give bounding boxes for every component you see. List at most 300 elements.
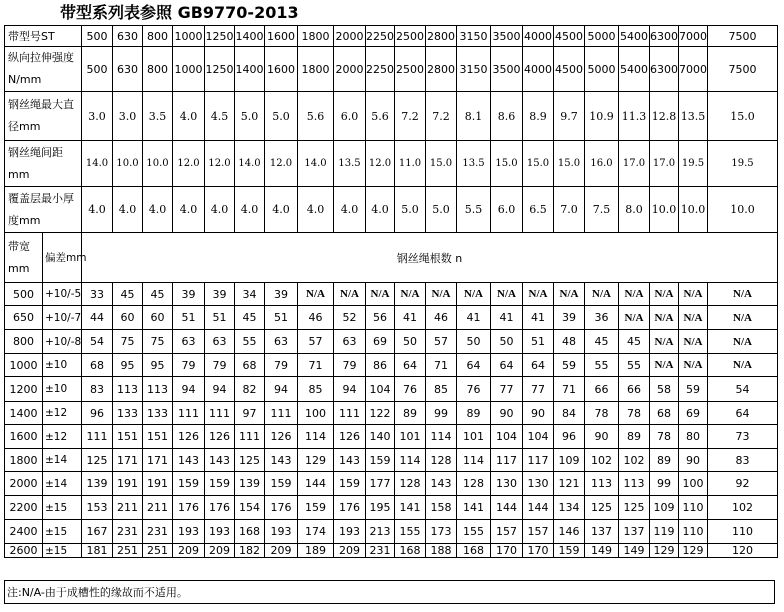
rope-count-cell: 134 — [554, 496, 585, 520]
na-cell: N/A — [679, 354, 708, 377]
rope-count-cell: 92 — [708, 472, 778, 496]
rope-count-cell: 100 — [298, 402, 334, 425]
width-cell: 1600 — [5, 425, 43, 449]
cover-cell: 4.0 — [205, 187, 235, 233]
rope-count-cell: 64 — [491, 354, 523, 377]
strength-cell: 1800 — [298, 47, 334, 92]
rope-count-cell: 69 — [366, 330, 395, 354]
rope-count-cell: 66 — [585, 377, 619, 402]
rope-count-cell: 129 — [650, 544, 679, 558]
rope-count-cell: 76 — [457, 377, 491, 402]
cover-cell: 6.0 — [491, 187, 523, 233]
strength-cell: 5000 — [585, 47, 619, 92]
diameter-cell: 5.0 — [265, 92, 298, 141]
belt-type-cell: 1000 — [173, 26, 205, 47]
rope-count-cell: 143 — [334, 449, 366, 472]
spacing-cell: 12.0 — [265, 141, 298, 187]
width-cell: 1200 — [5, 377, 43, 402]
rope-count-cell: 39 — [205, 283, 235, 306]
strength-cell: 2800 — [426, 47, 457, 92]
rope-count-cell: 159 — [554, 544, 585, 558]
rope-count-cell: 104 — [523, 425, 554, 449]
rope-count-cell: 79 — [265, 354, 298, 377]
rope-count-cell: 77 — [491, 377, 523, 402]
rope-count-cell: 141 — [457, 496, 491, 520]
rope-count-cell: 126 — [205, 425, 235, 449]
rope-count-cell: 155 — [457, 520, 491, 544]
rope-count-cell: 182 — [235, 544, 265, 558]
spacing-cell: 15.0 — [523, 141, 554, 187]
rope-count-cell: 144 — [298, 472, 334, 496]
rope-count-cell: 110 — [708, 520, 778, 544]
rope-count-cell: 111 — [235, 425, 265, 449]
na-cell: N/A — [523, 283, 554, 306]
diameter-cell: 5.6 — [298, 92, 334, 141]
rope-count-cell: 89 — [650, 449, 679, 472]
rope-count-cell: 209 — [265, 544, 298, 558]
rope-count-cell: 139 — [235, 472, 265, 496]
diameter-label: 钢丝绳最大直径mm — [5, 92, 82, 141]
rope-count-cell: 170 — [491, 544, 523, 558]
rope-count-cell: 45 — [619, 330, 650, 354]
rope-count-cell: 45 — [235, 306, 265, 330]
rope-count-cell: 113 — [113, 377, 143, 402]
width-cell: 650 — [5, 306, 43, 330]
rope-count-cell: 143 — [426, 472, 457, 496]
na-cell: N/A — [650, 330, 679, 354]
rope-count-cell: 120 — [708, 544, 778, 558]
rope-count-cell: 63 — [173, 330, 205, 354]
rope-count-header: 钢丝绳根数 n — [82, 233, 778, 283]
strength-cell: 2500 — [395, 47, 426, 92]
rope-count-cell: 193 — [205, 520, 235, 544]
belt-type-cell: 4500 — [554, 26, 585, 47]
diameter-cell: 8.6 — [491, 92, 523, 141]
belt-type-cell: 1600 — [265, 26, 298, 47]
spacing-cell: 13.5 — [334, 141, 366, 187]
strength-cell: 2000 — [334, 47, 366, 92]
rope-count-cell: 63 — [265, 330, 298, 354]
rope-count-cell: 83 — [82, 377, 113, 402]
rope-count-cell: 46 — [298, 306, 334, 330]
na-cell: N/A — [298, 283, 334, 306]
cover-label: 覆盖层最小厚度mm — [5, 187, 82, 233]
strength-cell: 500 — [82, 47, 113, 92]
width-cell: 500 — [5, 283, 43, 306]
rope-count-cell: 52 — [334, 306, 366, 330]
rope-count-cell: 231 — [113, 520, 143, 544]
strength-cell: 3150 — [457, 47, 491, 92]
rope-count-cell: 36 — [585, 306, 619, 330]
cover-cell: 4.0 — [334, 187, 366, 233]
rope-count-cell: 39 — [265, 283, 298, 306]
cover-cell: 8.0 — [619, 187, 650, 233]
rope-count-cell: 130 — [523, 472, 554, 496]
belt-type-cell: 1400 — [235, 26, 265, 47]
rope-count-cell: 128 — [457, 472, 491, 496]
rope-count-cell: 193 — [265, 520, 298, 544]
belt-type-cell: 3150 — [457, 26, 491, 47]
rope-count-cell: 55 — [619, 354, 650, 377]
rope-count-cell: 39 — [554, 306, 585, 330]
rope-count-cell: 104 — [366, 377, 395, 402]
rope-count-cell: 167 — [82, 520, 113, 544]
diameter-cell: 6.0 — [334, 92, 366, 141]
cover-cell: 10.0 — [650, 187, 679, 233]
belt-type-cell: 2500 — [395, 26, 426, 47]
rope-count-cell: 94 — [265, 377, 298, 402]
rope-count-cell: 51 — [523, 330, 554, 354]
diameter-cell: 4.0 — [173, 92, 205, 141]
strength-cell: 800 — [143, 47, 173, 92]
rope-count-cell: 89 — [395, 402, 426, 425]
rope-count-cell: 128 — [426, 449, 457, 472]
rope-count-cell: 130 — [491, 472, 523, 496]
rope-count-cell: 111 — [334, 402, 366, 425]
strength-cell: 5400 — [619, 47, 650, 92]
rope-count-cell: 153 — [82, 496, 113, 520]
rope-count-cell: 39 — [173, 283, 205, 306]
cover-cell: 5.0 — [426, 187, 457, 233]
rope-count-cell: 34 — [235, 283, 265, 306]
belt-type-cell: 6300 — [650, 26, 679, 47]
na-cell: N/A — [708, 330, 778, 354]
rope-count-cell: 110 — [679, 496, 708, 520]
diameter-cell: 3.0 — [82, 92, 113, 141]
tolerance-cell: +10/-8 — [43, 330, 82, 354]
cover-cell: 10.0 — [679, 187, 708, 233]
na-cell: N/A — [708, 283, 778, 306]
rope-count-cell: 50 — [491, 330, 523, 354]
rope-count-cell: 58 — [650, 377, 679, 402]
tolerance-cell: ±14 — [43, 449, 82, 472]
cover-cell: 4.0 — [82, 187, 113, 233]
rope-count-cell: 114 — [426, 425, 457, 449]
rope-count-cell: 100 — [679, 472, 708, 496]
rope-count-cell: 71 — [554, 377, 585, 402]
rope-count-cell: 191 — [113, 472, 143, 496]
rope-count-cell: 191 — [143, 472, 173, 496]
spacing-cell: 17.0 — [650, 141, 679, 187]
rope-count-cell: 189 — [298, 544, 334, 558]
rope-count-cell: 73 — [708, 425, 778, 449]
belt-type-cell: 630 — [113, 26, 143, 47]
rope-count-cell: 63 — [205, 330, 235, 354]
rope-count-cell: 41 — [395, 306, 426, 330]
rope-count-cell: 86 — [366, 354, 395, 377]
spacing-cell: 13.5 — [457, 141, 491, 187]
rope-count-cell: 140 — [366, 425, 395, 449]
rope-count-cell: 68 — [82, 354, 113, 377]
rope-count-cell: 176 — [265, 496, 298, 520]
belt-type-label: 带型号ST — [5, 26, 82, 47]
rope-count-cell: 193 — [173, 520, 205, 544]
spacing-cell: 10.0 — [143, 141, 173, 187]
rope-count-cell: 79 — [173, 354, 205, 377]
belt-series-table — [4, 25, 778, 558]
rope-count-cell: 60 — [113, 306, 143, 330]
rope-count-cell: 78 — [650, 425, 679, 449]
rope-count-cell: 111 — [82, 425, 113, 449]
rope-count-cell: 114 — [457, 449, 491, 472]
rope-count-cell: 82 — [235, 377, 265, 402]
belt-type-cell: 2000 — [334, 26, 366, 47]
rope-count-cell: 95 — [143, 354, 173, 377]
rope-count-cell: 97 — [235, 402, 265, 425]
belt-type-cell: 5400 — [619, 26, 650, 47]
page-title: 带型系列表参照 GB9770-2013 — [60, 3, 299, 22]
rope-count-cell: 89 — [457, 402, 491, 425]
rope-count-cell: 213 — [366, 520, 395, 544]
rope-count-cell: 66 — [619, 377, 650, 402]
rope-count-cell: 168 — [457, 544, 491, 558]
rope-count-cell: 149 — [619, 544, 650, 558]
rope-count-cell: 41 — [523, 306, 554, 330]
rope-count-cell: 71 — [298, 354, 334, 377]
rope-count-cell: 110 — [679, 520, 708, 544]
rope-count-cell: 90 — [679, 449, 708, 472]
na-cell: N/A — [708, 354, 778, 377]
rope-count-cell: 90 — [491, 402, 523, 425]
rope-count-cell: 102 — [585, 449, 619, 472]
width-cell: 800 — [5, 330, 43, 354]
rope-count-cell: 79 — [334, 354, 366, 377]
rope-count-cell: 54 — [708, 377, 778, 402]
rope-count-cell: 159 — [173, 472, 205, 496]
rope-count-cell: 126 — [334, 425, 366, 449]
rope-count-cell: 102 — [619, 449, 650, 472]
rope-count-cell: 144 — [491, 496, 523, 520]
rope-count-cell: 193 — [334, 520, 366, 544]
na-cell: N/A — [491, 283, 523, 306]
strength-cell: 7500 — [708, 47, 778, 92]
rope-count-cell: 113 — [143, 377, 173, 402]
rope-count-cell: 68 — [650, 402, 679, 425]
diameter-cell: 11.3 — [619, 92, 650, 141]
rope-count-cell: 80 — [679, 425, 708, 449]
tolerance-cell: ±15 — [43, 544, 82, 558]
cover-cell: 4.0 — [173, 187, 205, 233]
rope-count-cell: 149 — [585, 544, 619, 558]
na-cell: N/A — [366, 283, 395, 306]
rope-count-cell: 133 — [143, 402, 173, 425]
rope-count-cell: 46 — [426, 306, 457, 330]
rope-count-cell: 102 — [708, 496, 778, 520]
na-cell: N/A — [619, 283, 650, 306]
belt-type-cell: 800 — [143, 26, 173, 47]
na-cell: N/A — [395, 283, 426, 306]
diameter-cell: 3.0 — [113, 92, 143, 141]
spacing-cell: 12.0 — [205, 141, 235, 187]
na-cell: N/A — [650, 306, 679, 330]
spacing-cell: 15.0 — [491, 141, 523, 187]
belt-type-cell: 1250 — [205, 26, 235, 47]
spacing-cell: 12.0 — [366, 141, 395, 187]
rope-count-cell: 104 — [491, 425, 523, 449]
rope-count-cell: 188 — [426, 544, 457, 558]
diameter-cell: 3.5 — [143, 92, 173, 141]
rope-count-cell: 176 — [173, 496, 205, 520]
rope-count-cell: 85 — [298, 377, 334, 402]
rope-count-cell: 114 — [395, 449, 426, 472]
rope-count-cell: 76 — [395, 377, 426, 402]
belt-type-cell: 7500 — [708, 26, 778, 47]
tolerance-cell: ±12 — [43, 425, 82, 449]
spacing-cell: 14.0 — [82, 141, 113, 187]
rope-count-cell: 151 — [113, 425, 143, 449]
rope-count-cell: 126 — [265, 425, 298, 449]
rope-count-cell: 94 — [173, 377, 205, 402]
rope-count-cell: 125 — [585, 496, 619, 520]
tolerance-cell: ±10 — [43, 354, 82, 377]
width-cell: 2400 — [5, 520, 43, 544]
cover-cell: 6.5 — [523, 187, 554, 233]
rope-count-cell: 176 — [205, 496, 235, 520]
rope-count-cell: 109 — [554, 449, 585, 472]
diameter-cell: 13.5 — [679, 92, 708, 141]
belt-type-cell: 500 — [82, 26, 113, 47]
rope-count-cell: 75 — [143, 330, 173, 354]
rope-count-cell: 209 — [173, 544, 205, 558]
rope-count-cell: 209 — [334, 544, 366, 558]
rope-count-cell: 113 — [619, 472, 650, 496]
rope-count-cell: 54 — [82, 330, 113, 354]
rope-count-cell: 50 — [457, 330, 491, 354]
rope-count-cell: 114 — [298, 425, 334, 449]
rope-count-cell: 55 — [585, 354, 619, 377]
rope-count-cell: 63 — [334, 330, 366, 354]
rope-count-cell: 71 — [426, 354, 457, 377]
rope-count-cell: 94 — [205, 377, 235, 402]
cover-cell: 4.0 — [265, 187, 298, 233]
rope-count-cell: 168 — [395, 544, 426, 558]
rope-count-cell: 75 — [113, 330, 143, 354]
rope-count-cell: 176 — [334, 496, 366, 520]
cover-cell: 4.0 — [235, 187, 265, 233]
rope-count-cell: 113 — [585, 472, 619, 496]
spacing-cell: 10.0 — [113, 141, 143, 187]
tolerance-cell: +10/-7 — [43, 306, 82, 330]
rope-count-cell: 211 — [143, 496, 173, 520]
rope-count-cell: 144 — [523, 496, 554, 520]
rope-count-cell: 84 — [554, 402, 585, 425]
diameter-cell: 8.1 — [457, 92, 491, 141]
spacing-cell: 15.0 — [426, 141, 457, 187]
rope-count-cell: 119 — [650, 520, 679, 544]
tolerance-cell: ±12 — [43, 402, 82, 425]
rope-count-cell: 129 — [298, 449, 334, 472]
rope-count-cell: 129 — [679, 544, 708, 558]
rope-count-cell: 96 — [554, 425, 585, 449]
rope-count-cell: 64 — [457, 354, 491, 377]
rope-count-cell: 94 — [334, 377, 366, 402]
belt-type-cell: 7000 — [679, 26, 708, 47]
na-cell: N/A — [679, 283, 708, 306]
rope-count-cell: 195 — [366, 496, 395, 520]
na-cell: N/A — [457, 283, 491, 306]
na-cell: N/A — [650, 354, 679, 377]
rope-count-cell: 159 — [205, 472, 235, 496]
tolerance-cell: ±10 — [43, 377, 82, 402]
rope-count-cell: 56 — [366, 306, 395, 330]
diameter-cell: 5.6 — [366, 92, 395, 141]
na-cell: N/A — [679, 306, 708, 330]
belt-type-cell: 3500 — [491, 26, 523, 47]
cover-cell: 5.5 — [457, 187, 491, 233]
rope-count-cell: 159 — [334, 472, 366, 496]
strength-cell: 4500 — [554, 47, 585, 92]
rope-count-cell: 55 — [235, 330, 265, 354]
diameter-cell: 8.9 — [523, 92, 554, 141]
rope-count-cell: 171 — [143, 449, 173, 472]
spacing-cell: 14.0 — [235, 141, 265, 187]
rope-count-cell: 41 — [457, 306, 491, 330]
tolerance-header: 偏差mm — [43, 233, 82, 283]
rope-count-cell: 48 — [554, 330, 585, 354]
rope-count-cell: 99 — [426, 402, 457, 425]
rope-count-cell: 171 — [113, 449, 143, 472]
cover-cell: 4.0 — [366, 187, 395, 233]
na-cell: N/A — [554, 283, 585, 306]
diameter-cell: 7.2 — [426, 92, 457, 141]
rope-count-cell: 139 — [82, 472, 113, 496]
width-cell: 1800 — [5, 449, 43, 472]
rope-count-cell: 78 — [585, 402, 619, 425]
diameter-cell: 15.0 — [708, 92, 778, 141]
rope-count-cell: 90 — [523, 402, 554, 425]
rope-count-cell: 83 — [708, 449, 778, 472]
cover-cell: 7.5 — [585, 187, 619, 233]
rope-count-cell: 121 — [554, 472, 585, 496]
rope-count-cell: 209 — [205, 544, 235, 558]
rope-count-cell: 122 — [366, 402, 395, 425]
rope-count-cell: 57 — [426, 330, 457, 354]
rope-count-cell: 159 — [265, 472, 298, 496]
rope-count-cell: 45 — [585, 330, 619, 354]
na-cell: N/A — [619, 306, 650, 330]
spacing-cell: 19.5 — [708, 141, 778, 187]
rope-count-cell: 133 — [113, 402, 143, 425]
rope-count-cell: 90 — [585, 425, 619, 449]
rope-count-cell: 143 — [205, 449, 235, 472]
strength-cell: 2250 — [366, 47, 395, 92]
rope-count-cell: 64 — [523, 354, 554, 377]
rope-count-cell: 96 — [82, 402, 113, 425]
rope-count-cell: 95 — [113, 354, 143, 377]
rope-count-cell: 59 — [554, 354, 585, 377]
rope-count-cell: 137 — [619, 520, 650, 544]
rope-count-cell: 59 — [679, 377, 708, 402]
cover-cell: 5.0 — [395, 187, 426, 233]
strength-label: 纵向拉伸强度N/mm — [5, 47, 82, 92]
rope-count-cell: 68 — [235, 354, 265, 377]
rope-count-cell: 64 — [708, 402, 778, 425]
diameter-cell: 10.9 — [585, 92, 619, 141]
spacing-cell: 16.0 — [585, 141, 619, 187]
rope-count-cell: 64 — [395, 354, 426, 377]
cover-cell: 4.0 — [143, 187, 173, 233]
rope-count-cell: 111 — [173, 402, 205, 425]
strength-cell: 3500 — [491, 47, 523, 92]
rope-count-cell: 101 — [395, 425, 426, 449]
rope-count-cell: 57 — [298, 330, 334, 354]
rope-count-cell: 159 — [366, 449, 395, 472]
diameter-cell: 4.5 — [205, 92, 235, 141]
rope-count-cell: 60 — [143, 306, 173, 330]
rope-count-cell: 117 — [491, 449, 523, 472]
cover-cell: 7.0 — [554, 187, 585, 233]
rope-count-cell: 155 — [395, 520, 426, 544]
